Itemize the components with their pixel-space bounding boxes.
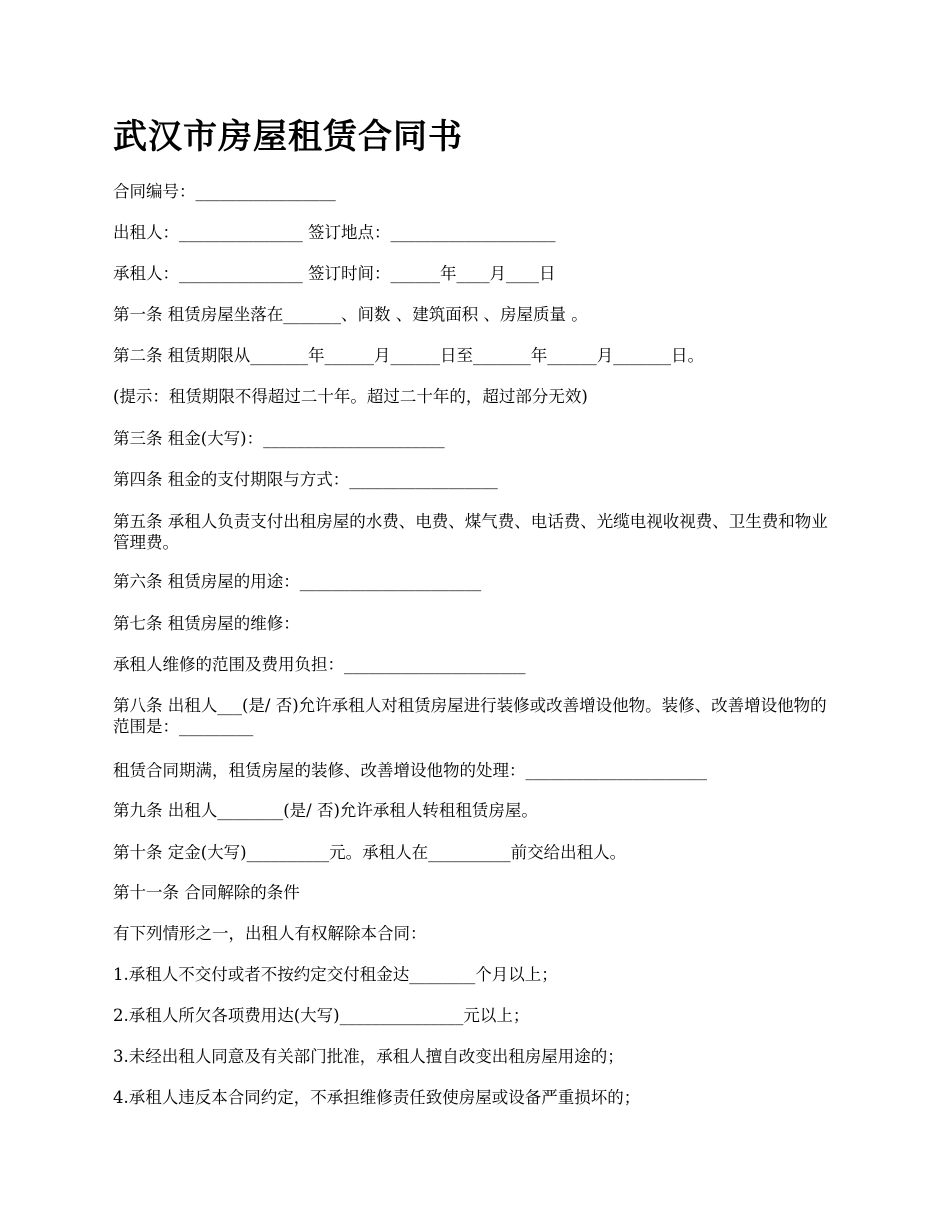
- article-1: 第一条 租赁房屋坐落在_______、间数 、建筑面积 、房屋质量 。: [113, 305, 588, 324]
- termination-item-4: 4.承租人违反本合同约定，不承担维修责任致使房屋或设备严重损坏的；: [113, 1088, 641, 1107]
- termination-item-1: 1.承租人不交付或者不按约定交付租金达________个月以上；: [113, 965, 558, 984]
- article-2: 第二条 租赁期限从_______年______月______日至_______年______月_______日。: [113, 346, 704, 365]
- article-7: 第七条 租赁房屋的维修：: [113, 614, 300, 633]
- article-6: 第六条 租赁房屋的用途：______________________: [113, 572, 482, 591]
- article-11: 第十一条 合同解除的条件: [113, 883, 300, 902]
- article-4: 第四条 租金的支付期限与方式：__________________: [113, 470, 498, 489]
- article-5: 第五条 承租人负责支付出租房屋的水费、电费、煤气费、电话费、光缆电视收视费、卫生费和物业管理费。: [113, 512, 828, 552]
- document-title: 武汉市房屋租赁合同书: [113, 117, 463, 157]
- lessor-line: 出租人：_______________ 签订地点：____________________: [113, 223, 556, 242]
- article-9: 第九条 出租人________(是/ 否)允许承租人转租租赁房屋。: [113, 801, 538, 820]
- termination-item-3: 3.未经出租人同意及有关部门批准，承租人擅自改变出租房屋用途的；: [113, 1047, 624, 1066]
- termination-item-2: 2.承租人所欠各项费用达(大写)_______________元以上；: [113, 1006, 530, 1025]
- termination-intro: 有下列情形之一，出租人有权解除本合同：: [113, 924, 427, 943]
- contract-number-line: 合同编号：_________________: [113, 182, 336, 201]
- repair-scope-line: 承租人维修的范围及费用负担：______________________: [113, 655, 526, 674]
- improvements-expiry-line: 租赁合同期满，租赁房屋的装修、改善增设他物的处理：______________________: [113, 761, 707, 780]
- lease-term-note: (提示：租赁期限不得超过二十年。超过二十年的，超过部分无效): [113, 387, 588, 406]
- article-3: 第三条 租金(大写)：______________________: [113, 429, 445, 448]
- article-8: 第八条 出租人___(是/ 否)允许承租人对租赁房屋进行装修或改善增设他物。装修、改善增设他物的范围是：_________: [113, 696, 827, 736]
- article-10: 第十条 定金(大写)__________元。承租人在__________前交给出租人。: [113, 843, 627, 862]
- lessee-line: 承租人：_______________ 签订时间：______年____月____日: [113, 264, 556, 283]
